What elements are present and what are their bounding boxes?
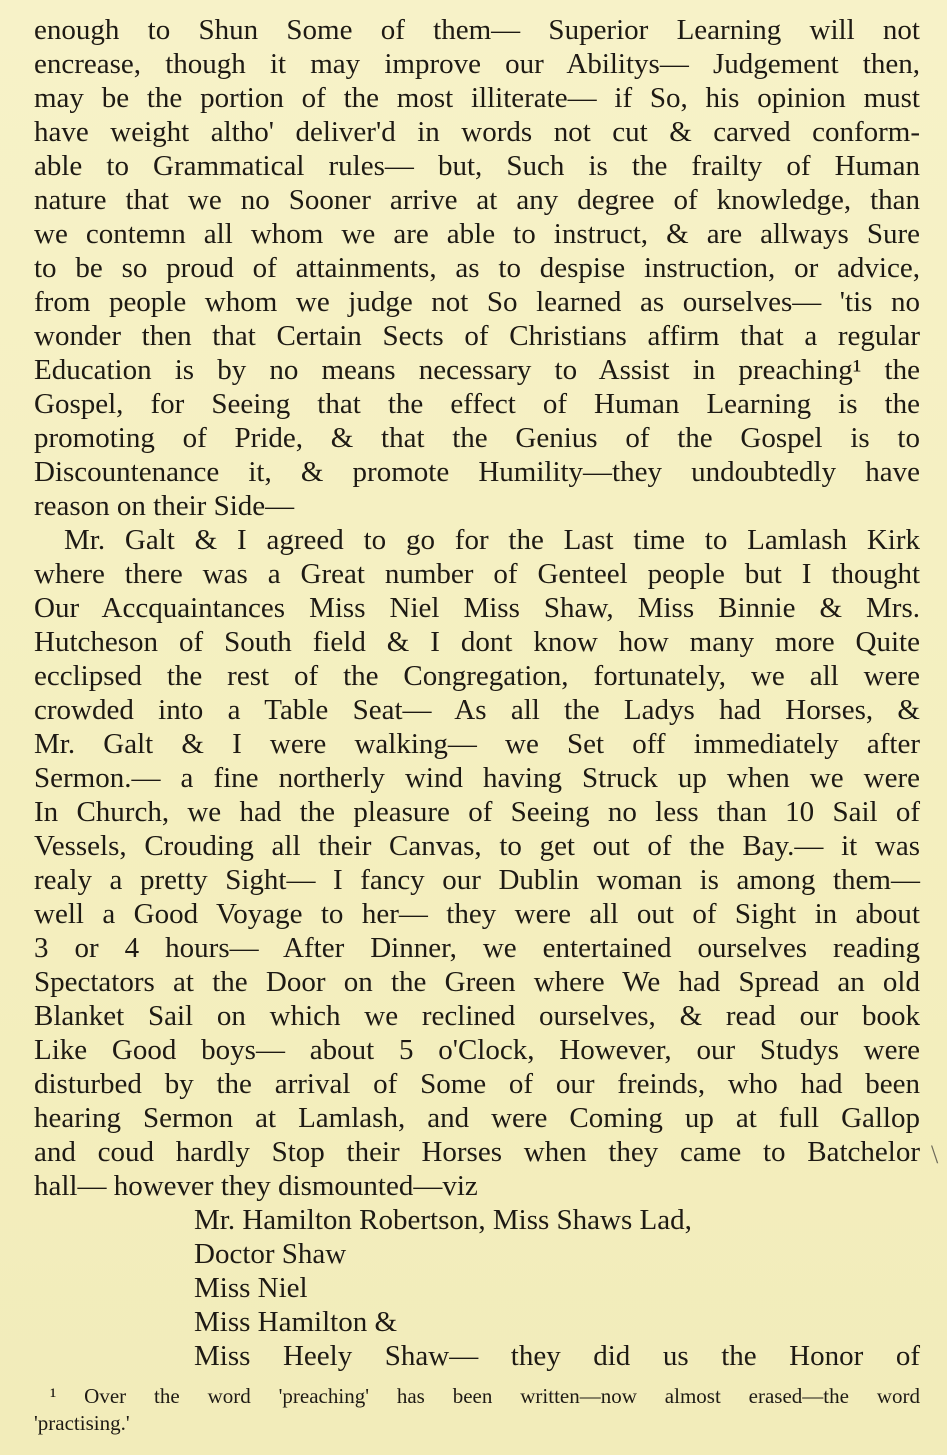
footnote-line: 'practising.' (34, 1411, 130, 1435)
text-line: crowded into a Table Seat— As all the Ladys had Horses, & (34, 694, 920, 726)
list-line: Miss Hamilton & (194, 1306, 398, 1338)
list-line: Doctor Shaw (194, 1238, 347, 1270)
text-line: promoting of Pride, & that the Genius of the Gospel is to (34, 422, 920, 454)
text-line: able to Grammatical rules— but, Such is the frailty of Human (34, 150, 920, 182)
text-line: where there was a Great number of Genteel people but I thought (34, 558, 920, 590)
text-line: ecclipsed the rest of the Congregation, fortunately, we all were (34, 660, 920, 692)
text-line: Like Good boys— about 5 o'Clock, However, our Studys were (34, 1034, 920, 1066)
text-line: disturbed by the arrival of Some of our freinds, who had been (34, 1068, 920, 1100)
text-line: enough to Shun Some of them— Superior Learning will not (34, 14, 920, 46)
text-line: In Church, we had the pleasure of Seeing no less than 10 Sail of (34, 796, 920, 828)
text-line: Spectators at the Door on the Green where We had Spread an old (34, 966, 920, 998)
text-line: encrease, though it may improve our Abilitys— Judgement then, (34, 48, 920, 80)
text-line: 3 or 4 hours— After Dinner, we entertained ourselves reading (34, 932, 920, 964)
text-line: Blanket Sail on which we reclined ourselves, & read our book (34, 1000, 920, 1032)
text-line: Education is by no means necessary to Assist in preaching¹ the (34, 354, 920, 386)
text-line: hearing Sermon at Lamlash, and were Coming up at full Gallop (34, 1102, 920, 1134)
text-line: Our Accquaintances Miss Niel Miss Shaw, Miss Binnie & Mrs. (34, 592, 920, 624)
text-line: Hutcheson of South field & I dont know how many more Quite (34, 626, 920, 658)
footnote (34, 1383, 920, 1437)
text-line: wonder then that Certain Sects of Christians affirm that a regular (34, 320, 920, 352)
text-line: have weight altho' deliver'd in words not cut & carved conform- (34, 116, 920, 148)
text-line: to be so proud of attainments, as to despise instruction, or advice, (34, 252, 920, 284)
text-line: Gospel, for Seeing that the effect of Human Learning is the (34, 388, 920, 420)
list-line: Miss Niel (194, 1272, 308, 1304)
text-line: from people whom we judge not So learned as ourselves— 'tis no (34, 286, 920, 318)
text-line: and coud hardly Stop their Horses when they came to Batchelor (34, 1136, 920, 1168)
list-line: Mr. Hamilton Robertson, Miss Shaws Lad, (194, 1204, 692, 1236)
text-line: Mr. Galt & I were walking— we Set off immediately after (34, 728, 920, 760)
text-line: Sermon.— a fine northerly wind having Struck up when we were (34, 762, 920, 794)
margin-mark: \ (931, 1140, 939, 1169)
text-line: Mr. Galt & I agreed to go for the Last time to Lamlash Kirk (64, 524, 920, 556)
text-line: nature that we no Sooner arrive at any degree of knowledge, than (34, 184, 920, 216)
text-line: may be the portion of the most illiterate— if So, his opinion must (34, 82, 920, 114)
text-line: Vessels, Crouding all their Canvas, to get out of the Bay.— it was (34, 830, 920, 862)
text-line: well a Good Voyage to her— they were all out of Sight in about (34, 898, 920, 930)
text-line: hall— however they dismounted—viz (34, 1170, 478, 1202)
footnote-line: ¹ Over the word 'preaching' has been written—now almost erased—the word (50, 1384, 920, 1408)
text-line: Discountenance it, & promote Humility—they undoubtedly have (34, 456, 920, 488)
body-text (34, 13, 920, 1373)
text-line: we contemn all whom we are able to instruct, & are allways Sure (34, 218, 920, 250)
list-line: Miss Heely Shaw— they did us the Honor of (194, 1340, 920, 1372)
text-line: reason on their Side— (34, 490, 295, 522)
text-line: realy a pretty Sight— I fancy our Dublin woman is among them— (34, 864, 920, 896)
